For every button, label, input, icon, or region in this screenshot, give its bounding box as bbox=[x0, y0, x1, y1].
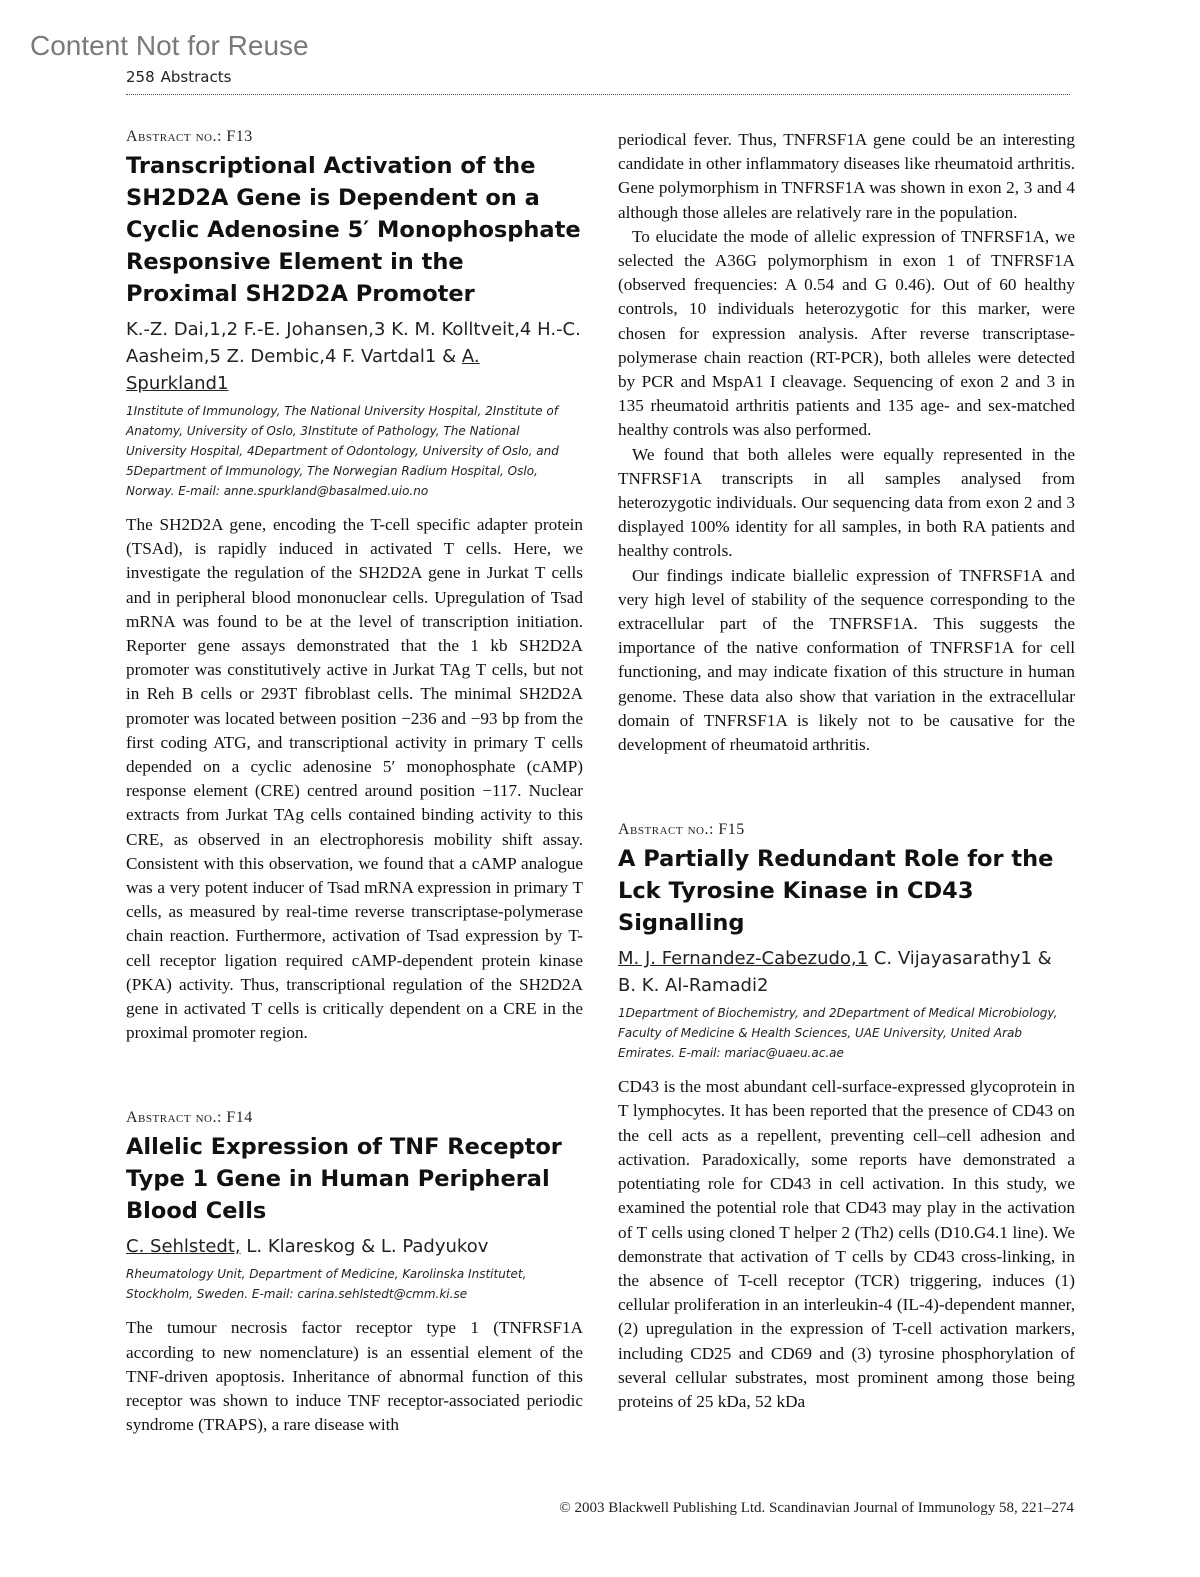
header-divider bbox=[126, 94, 1070, 95]
abstract-body: CD43 is the most abundant cell-surface-expressed glycoprotein in T lymphocytes. It has been reported that the presence of CD43 on the cell acts as a repellent, preventing cell–cell adhesion and activation. Paradoxically, some reports have demonstrated a potentiating role for CD43 in cell activation. In this study, we examined the potential role that CD43 may play in the activation of T cells using cloned T helper 2 (Th2) cells (D10.G4.1 line). We demonstrate that activation of T cells by CD43 cross-linking, in the absence of T-cell receptor (TCR) triggering, induces (1) cellular proliferation in an interleukin-4 (IL-4)-dependent manner, (2) upregulation in the expression of T-cell activation markers, including CD25 and CD69 and (3) tyrosine phosphorylation of several cellular substrates, most prominent among those being proteins of 25 kDa, 52 kDa bbox=[618, 1077, 1075, 1411]
abstract-body: periodical fever. Thus, TNFRSF1A gene could be an interesting candidate in other inflammatory diseases like rheumatoid arthritis. Gene polymorphism in TNFRSF1A was shown in exon 2, 3 and 4 although those alleles are relatively rare in the population. bbox=[618, 130, 1075, 222]
abstract-f14-continued bbox=[618, 128, 1075, 757]
author-conjunction: & bbox=[361, 1236, 376, 1258]
author: F. Vartdal1 bbox=[342, 346, 437, 367]
spacer bbox=[618, 757, 1075, 821]
right-column bbox=[618, 128, 1075, 1414]
affiliation: Rheumatology Unit, Department of Medicine, Karolinska Institutet, Stockholm, Sweden. E-mail: carina.sehlstedt@cmm.ki.se bbox=[126, 1267, 527, 1302]
author: L. Padyukov bbox=[380, 1236, 489, 1258]
abstract-label: Abstract no.: F14 bbox=[126, 1109, 253, 1127]
abstract-label: Abstract no.: F15 bbox=[618, 821, 745, 839]
presenting-author: M. J. Fernandez-Cabezudo,1 bbox=[618, 948, 869, 970]
spacer bbox=[126, 1045, 583, 1109]
page-number: 258 bbox=[126, 68, 155, 86]
abstract-body: Our findings indicate biallelic expression of TNFRSF1A and very high level of stability of the sequence corresponding to the extracellular part of the TNFRSF1A. This suggests the importance of the native conformation of TNFRSF1A for cell functioning, and may indicate fixation of this structure in human genome. These data also show that variation in the extracellular domain of TNFRSF1A is likely not to be causative for the development of rheumatoid arthritis. bbox=[618, 565, 1075, 755]
author-list bbox=[618, 945, 1075, 999]
author: Z. Dembic,4 bbox=[226, 346, 337, 367]
author-conjunction: & bbox=[442, 346, 457, 367]
abstract-title: Allelic Expression of TNF Receptor Type 1 Gene in Human Peripheral Blood Cells bbox=[126, 1134, 562, 1225]
author: K.-Z. Dai,1,2 bbox=[126, 319, 239, 340]
author: B. K. Al-Ramadi2 bbox=[618, 975, 769, 997]
author: K. M. Kolltveit,4 bbox=[391, 319, 532, 340]
author-list bbox=[126, 1233, 583, 1260]
abstract-f14 bbox=[126, 1109, 583, 1437]
author: C. Vijayasarathy1 bbox=[873, 948, 1032, 970]
section-name: Abstracts bbox=[160, 68, 232, 86]
left-column bbox=[126, 128, 583, 1437]
author-conjunction: & bbox=[1037, 948, 1052, 970]
abstract-body: The SH2D2A gene, encoding the T-cell specific adapter protein (TSAd), is rapidly induced in activated T cells. Here, we investigate the regulation of the SH2D2A gene in Jurkat T cells and in peripheral blood mononuclear cells. Upregulation of Tsad mRNA was found to be at the level of transcription initiation. Reporter gene assays demonstrated that the 1 kb SH2D2A promoter was constitutively active in Jurkat TAg T cells, but not in Reh B cells or 293T fibroblast cells. The minimal SH2D2A promoter was located between position −236 and −93 bp from the first coding ATG, and transcriptional activity in primary T cells depended on a cyclic adenosine 5′ monophosphate (cAMP) response element (CRE) centred around position −117. Nuclear extracts from Jurkat TAg cells contained binding activity to this CRE, as observed in an electrophoresis mobility shift assay. Consistent with this observation, we found that a cAMP analogue was a very potent inducer of Tsad mRNA expression in primary T cells, as measured by real-time reverse transcriptase-polymerase chain reaction. Furthermore, activation of Tsad expression by T-cell receptor ligation required cAMP-dependent protein kinase (PKA) activity. Thus, transcriptional regulation of the SH2D2A gene in activated T cells is critically dependent on a CRE in the proximal promoter region. bbox=[126, 515, 583, 1043]
author: F.-E. Johansen,3 bbox=[243, 319, 386, 340]
affiliation: 1Department of Biochemistry, and 2Department of Medical Microbiology, Faculty of Medicine & Health Sciences, UAE University, United Arab Emirates. E-mail: mariac@uaeu.ac.ae bbox=[618, 1006, 1058, 1061]
presenting-author: C. Sehlstedt, bbox=[126, 1236, 241, 1258]
abstract-body: We found that both alleles were equally represented in the TNFRSF1A transcripts in all samples analysed from heterozygotic individuals. Our sequencing data from exon 2 and 3 displayed 100% identity for all samples, in both RA patients and healthy controls. bbox=[618, 444, 1075, 561]
abstract-label: Abstract no.: F13 bbox=[126, 128, 253, 145]
author: H.-C. Aasheim,5 bbox=[126, 319, 581, 367]
presenting-author: A. Spurkland1 bbox=[126, 346, 480, 394]
running-head bbox=[126, 68, 231, 86]
watermark: Content Not for Reuse bbox=[30, 30, 309, 61]
copyright-footer: © 2003 Blackwell Publishing Ltd. Scandinavian Journal of Immunology 58, 221–274 bbox=[559, 1500, 1074, 1516]
abstract-f13 bbox=[126, 128, 583, 1045]
abstract-f15 bbox=[618, 821, 1075, 1414]
abstract-title: A Partially Redundant Role for the Lck Tyrosine Kinase in CD43 Signalling bbox=[618, 846, 1054, 937]
author-list bbox=[126, 316, 583, 397]
affiliation: 1Institute of Immunology, The National University Hospital, 2Institute of Anatomy, University of Oslo, 3Institute of Pathology, The National University Hospital, 4Department of Odontology, University of Oslo, and 5Department of Immunology, The Norwegian Radium Hospital, Oslo, Norway. E-mail: anne.spurkland@basalmed.uio.no bbox=[126, 404, 559, 498]
abstract-body: The tumour necrosis factor receptor type 1 (TNFRSF1A according to new nomenclature) is an essential element of the TNF-driven apoptosis. Inheritance of abnormal function of this receptor was shown to induce TNF receptor-associated periodic syndrome (TRAPS), a rare disease with bbox=[126, 1318, 583, 1435]
abstract-body: To elucidate the mode of allelic expression of TNFRSF1A, we selected the A36G polymorphism in exon 1 of TNFRSF1A (observed frequencies: A 0.54 and G 0.46). Out of 60 healthy controls, 10 individuals heterozygotic for this marker, were chosen for expression analysis. After reverse transcriptase-polymerase chain reaction (RT-PCR), both alleles were detected by PCR and MspA1 I cleavage. Sequencing of exon 2 and 3 in 135 rheumatoid arthritis patients and 135 age- and sex-matched healthy controls was also performed. bbox=[618, 226, 1075, 440]
author: L. Klareskog bbox=[246, 1236, 356, 1258]
abstract-title: Transcriptional Activation of the SH2D2A Gene is Dependent on a Cyclic Adenosine 5′ Monophosphate Responsive Element in the Proximal SH2D2A Promoter bbox=[126, 153, 581, 307]
